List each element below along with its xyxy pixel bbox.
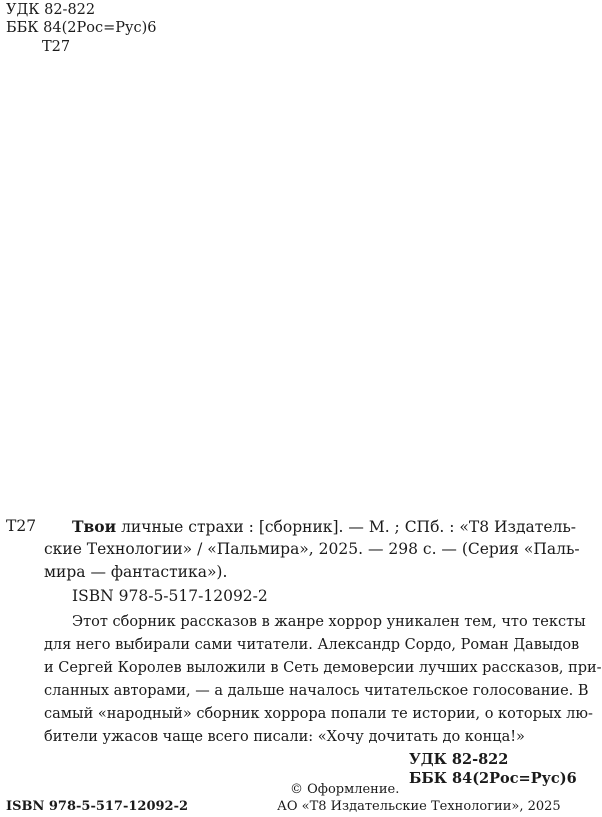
- catalog-line-1: [72, 515, 577, 539]
- book-title: Твои: [72, 517, 117, 536]
- annotation-line: для него выбирали сами читатели. Александр Сордо, Роман Давыдов: [44, 637, 580, 653]
- annotation-line: самый «народный» сборник хоррора попали те истории, о которых лю-: [44, 706, 593, 722]
- copyright-note: © Оформление.: [290, 782, 400, 797]
- bbk-code: ББК 84(2Рос=Рус)6: [6, 20, 157, 36]
- udk-code-bold: УДК 82-822: [409, 751, 509, 768]
- catalog-line-1-rest: личные страхи : [сборник]. — М. ; СПб. : «Т8 Издатель-: [116, 518, 577, 536]
- annotation-line: бители ужасов чаще всего писали: «Хочу дочитать до конца!»: [44, 729, 525, 745]
- bbk-code-bold: ББК 84(2Рос=Рус)6: [409, 770, 577, 787]
- catalog-line-2: ские Технологии» / «Пальмира», 2025. — 298 с. — (Серия «Паль-: [44, 540, 580, 558]
- udk-code: УДК 82-822: [6, 2, 96, 18]
- catalog-line-3: мира — фантастика»).: [44, 563, 228, 581]
- footer-isbn: ISBN 978-5-517-12092-2: [6, 799, 189, 814]
- annotation-line: и Сергей Королев выложили в Сеть демоверсии лучших рассказов, при-: [44, 660, 602, 676]
- annotation-line: сланных авторами, — а дальше началось читательское голосование. В: [44, 683, 589, 699]
- publisher-copyright: АО «Т8 Издательские Технологии», 2025: [277, 799, 561, 814]
- isbn-entry: ISBN 978-5-517-12092-2: [72, 587, 268, 605]
- author-mark: Т27: [42, 39, 71, 55]
- catalog-mark: Т27: [6, 517, 37, 535]
- annotation-line: Этот сборник рассказов в жанре хоррор уникален тем, что тексты: [72, 614, 586, 630]
